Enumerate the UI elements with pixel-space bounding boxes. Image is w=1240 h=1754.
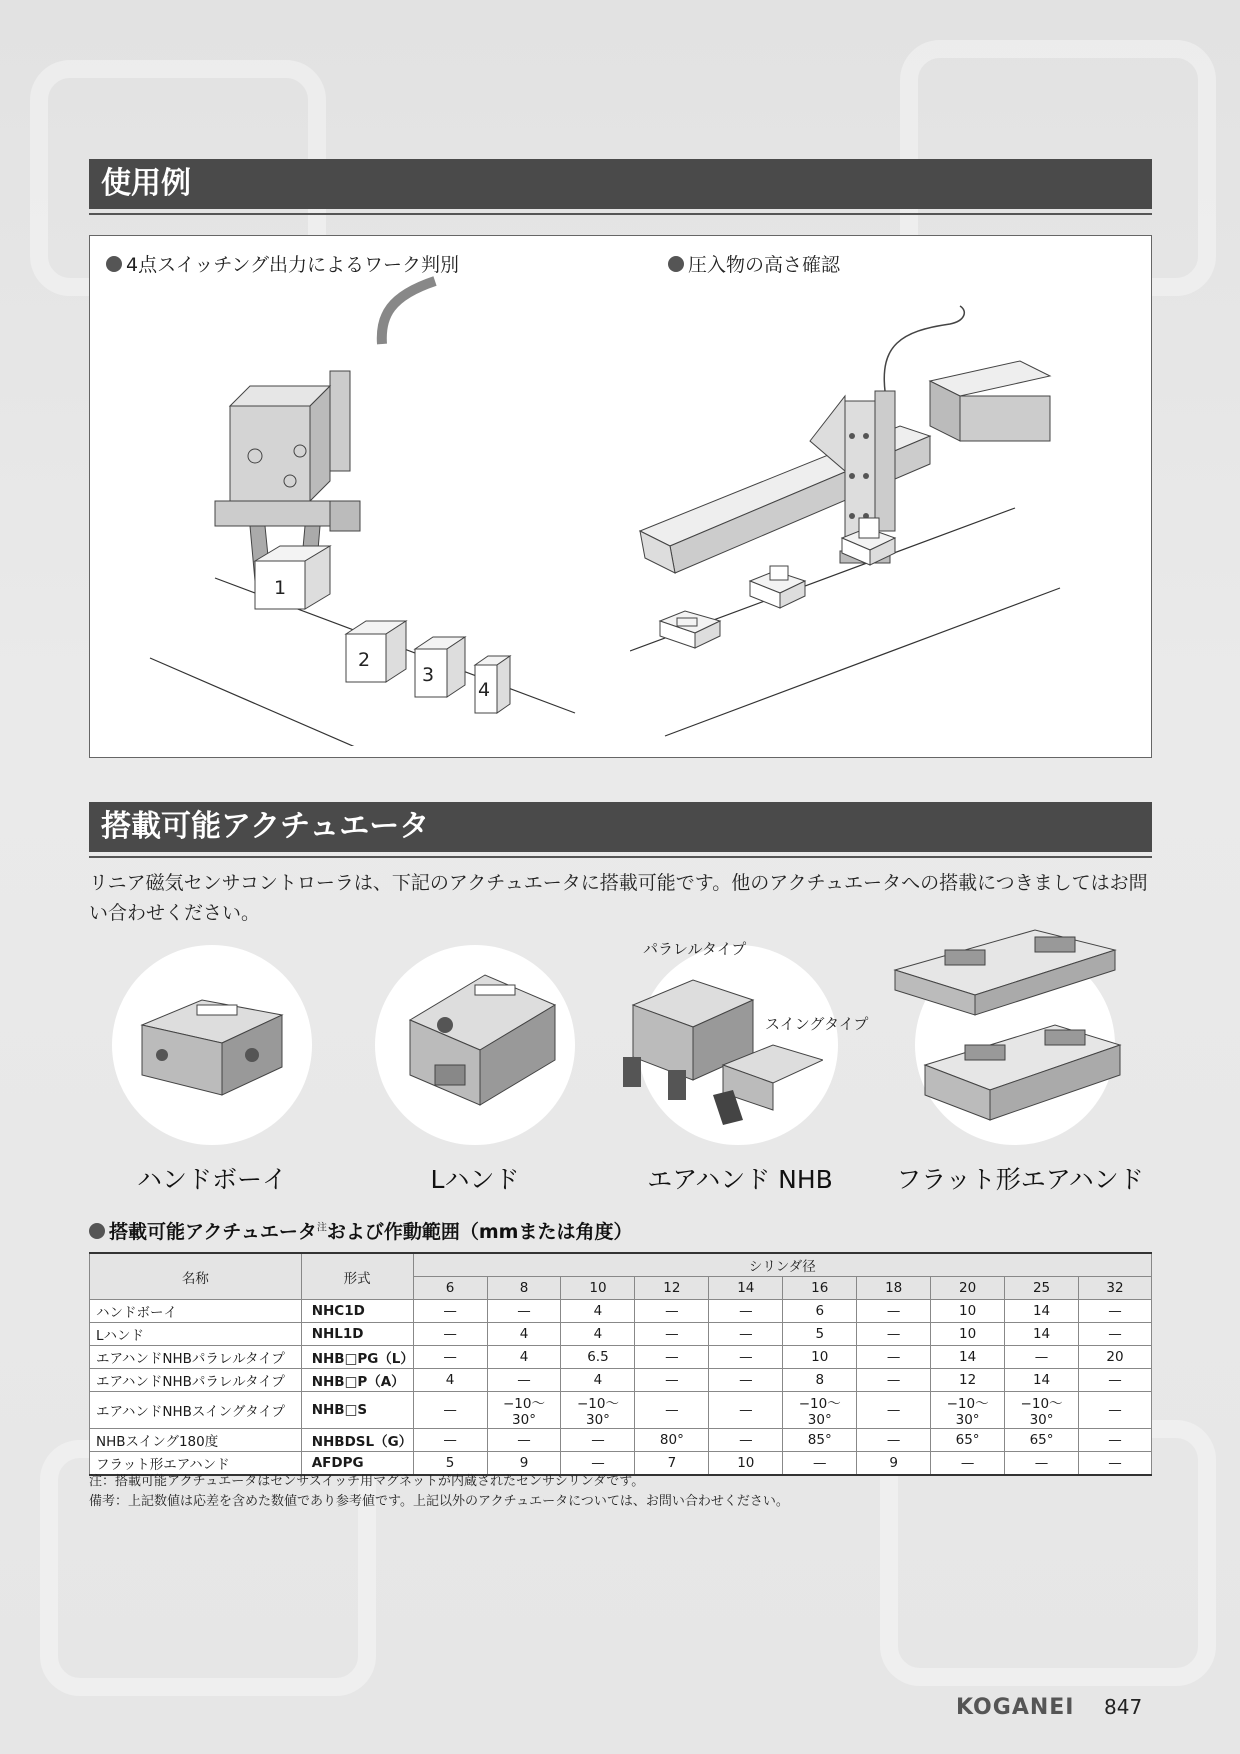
range-value-cell: — bbox=[1079, 1429, 1152, 1452]
range-value-cell: 12 bbox=[931, 1369, 1005, 1392]
range-value-cell: 4 bbox=[561, 1369, 635, 1392]
range-value-cell: 10 bbox=[931, 1300, 1005, 1323]
range-value-cell: — bbox=[561, 1429, 635, 1452]
table-body bbox=[90, 1300, 1152, 1476]
section-underline bbox=[89, 213, 1152, 215]
range-value-cell: 7 bbox=[635, 1452, 709, 1476]
range-value-cell: — bbox=[857, 1346, 931, 1369]
range-value-cell: — bbox=[413, 1346, 487, 1369]
bore-header-cell: 8 bbox=[487, 1277, 561, 1300]
range-value-cell: — bbox=[709, 1323, 783, 1346]
range-value-cell: 4 bbox=[561, 1323, 635, 1346]
callout-parallel-type: パラレルタイプ bbox=[643, 940, 747, 958]
product-image-nhb bbox=[638, 945, 838, 1145]
table-row bbox=[90, 1392, 1152, 1429]
range-value-cell: 9 bbox=[487, 1452, 561, 1476]
header-bore: シリンダ径 bbox=[413, 1253, 1151, 1277]
range-value-cell: — bbox=[857, 1300, 931, 1323]
product-name-handboy: ハンドボーイ bbox=[136, 1165, 287, 1194]
range-value-cell: 10 bbox=[783, 1346, 857, 1369]
range-value-cell: 8 bbox=[783, 1369, 857, 1392]
range-value-cell: −10〜30° bbox=[487, 1392, 561, 1429]
range-value-cell: — bbox=[635, 1392, 709, 1429]
range-value-cell: 4 bbox=[413, 1369, 487, 1392]
actuator-name-cell: ハンドボーイ bbox=[90, 1300, 302, 1323]
range-value-cell: — bbox=[783, 1452, 857, 1476]
range-value-cell: — bbox=[709, 1300, 783, 1323]
product-image-handboy bbox=[112, 945, 312, 1145]
range-value-cell: — bbox=[709, 1346, 783, 1369]
range-value-cell: −10〜30° bbox=[931, 1392, 1005, 1429]
bore-header-cell: 14 bbox=[709, 1277, 783, 1300]
model-cell: NHB□PG（L） bbox=[301, 1346, 413, 1369]
range-value-cell: — bbox=[487, 1429, 561, 1452]
bullet-icon bbox=[89, 1223, 105, 1239]
range-value-cell: — bbox=[1005, 1452, 1079, 1476]
bullet-icon bbox=[668, 256, 684, 272]
bore-header-cell: 25 bbox=[1005, 1277, 1079, 1300]
range-value-cell: 14 bbox=[931, 1346, 1005, 1369]
range-value-cell: — bbox=[413, 1300, 487, 1323]
range-value-cell: 4 bbox=[487, 1323, 561, 1346]
product-image-lhand bbox=[375, 945, 575, 1145]
actuator-name-cell: エアハンドNHBスイングタイプ bbox=[90, 1392, 302, 1429]
section-underline bbox=[89, 856, 1152, 858]
table-row bbox=[90, 1429, 1152, 1452]
bore-header-cell: 6 bbox=[413, 1277, 487, 1300]
product-name-lhand: Lハンド bbox=[430, 1165, 520, 1194]
range-value-cell: −10〜30° bbox=[783, 1392, 857, 1429]
table-row bbox=[90, 1323, 1152, 1346]
table-header-row bbox=[90, 1253, 1152, 1277]
bore-header-cell: 12 bbox=[635, 1277, 709, 1300]
range-value-cell: — bbox=[931, 1452, 1005, 1476]
range-value-cell: — bbox=[487, 1369, 561, 1392]
actuator-name-cell: エアハンドNHBパラレルタイプ bbox=[90, 1369, 302, 1392]
section-title: 使用例 bbox=[101, 166, 191, 201]
actuator-description: リニア磁気センサコントローラは、下記のアクチュエータに搭載可能です。他のアクチュエータへの搭載につきましてはお問い合わせください。 bbox=[89, 872, 1148, 924]
range-value-cell: — bbox=[635, 1323, 709, 1346]
range-value-cell: 4 bbox=[561, 1300, 635, 1323]
range-value-cell: 65° bbox=[1005, 1429, 1079, 1452]
handboy-icon bbox=[112, 945, 312, 1145]
range-value-cell: — bbox=[857, 1392, 931, 1429]
workpiece-label: 3 bbox=[422, 664, 435, 686]
example-title-right: 圧入物の高さ確認 bbox=[668, 250, 840, 277]
model-cell: NHB□S bbox=[301, 1392, 413, 1429]
table-row bbox=[90, 1369, 1152, 1392]
bore-header-cell: 10 bbox=[561, 1277, 635, 1300]
range-value-cell: 80° bbox=[635, 1429, 709, 1452]
range-value-cell: — bbox=[709, 1392, 783, 1429]
range-value-cell: — bbox=[635, 1300, 709, 1323]
section-header-actuators bbox=[89, 802, 1152, 852]
model-cell: NHL1D bbox=[301, 1323, 413, 1346]
range-value-cell: — bbox=[1079, 1369, 1152, 1392]
range-value-cell: 4 bbox=[487, 1346, 561, 1369]
table-row bbox=[90, 1346, 1152, 1369]
range-value-cell: 5 bbox=[413, 1452, 487, 1476]
note-marker: 注 bbox=[316, 1222, 327, 1234]
range-value-cell: −10〜30° bbox=[561, 1392, 635, 1429]
range-value-cell: 85° bbox=[783, 1429, 857, 1452]
bore-header-cell: 20 bbox=[931, 1277, 1005, 1300]
usage-examples-panel bbox=[89, 235, 1152, 758]
range-value-cell: — bbox=[1079, 1323, 1152, 1346]
footnote-2: 備考：上記数値は応差を含めた数値であり参考値です。上記以外のアクチュエータについては、お問い合わせください。 bbox=[89, 1494, 789, 1509]
product-image-flat-hand bbox=[915, 945, 1115, 1145]
actuator-name-cell: NHBスイング180度 bbox=[90, 1429, 302, 1452]
range-value-cell: — bbox=[1079, 1452, 1152, 1476]
section-title: 搭載可能アクチュエータ bbox=[101, 809, 430, 844]
range-value-cell: 10 bbox=[709, 1452, 783, 1476]
range-value-cell: — bbox=[709, 1369, 783, 1392]
page-number: 847 bbox=[1104, 1695, 1143, 1719]
model-cell: NHBDSL（G） bbox=[301, 1429, 413, 1452]
range-value-cell: — bbox=[635, 1346, 709, 1369]
actuator-name-cell: フラット形エアハンド bbox=[90, 1452, 302, 1476]
range-value-cell: — bbox=[635, 1369, 709, 1392]
range-value-cell: 5 bbox=[783, 1323, 857, 1346]
range-value-cell: 14 bbox=[1005, 1369, 1079, 1392]
bore-header-cell: 16 bbox=[783, 1277, 857, 1300]
table-title: 搭載可能アクチュエータ$^注$および作動範囲（mmまたは角度） bbox=[89, 1217, 632, 1244]
range-value-cell: — bbox=[857, 1323, 931, 1346]
range-value-cell: — bbox=[413, 1429, 487, 1452]
example-title-left: 4点スイッチング出力によるワーク判別 bbox=[106, 250, 459, 277]
header-model: 形式 bbox=[301, 1253, 413, 1300]
actuator-name-cell: エアハンドNHBパラレルタイプ bbox=[90, 1346, 302, 1369]
actuator-name-cell: Lハンド bbox=[90, 1323, 302, 1346]
flat-hand-icon bbox=[885, 925, 1125, 1145]
range-value-cell: 6.5 bbox=[561, 1346, 635, 1369]
model-cell: NHB□P（A） bbox=[301, 1369, 413, 1392]
range-value-cell: — bbox=[857, 1429, 931, 1452]
bullet-icon bbox=[106, 256, 122, 272]
nhb-icon bbox=[613, 945, 823, 1145]
footnote-1: 注：搭載可能アクチュエータはセンサスイッチ用マグネットが内蔵されたセンサシリンダです。 bbox=[89, 1474, 645, 1489]
workpiece-label: 1 bbox=[274, 577, 287, 599]
workpiece-label: 4 bbox=[478, 679, 491, 701]
model-cell: NHC1D bbox=[301, 1300, 413, 1323]
range-value-cell: −10〜30° bbox=[1005, 1392, 1079, 1429]
callout-swing-type: スイングタイプ bbox=[765, 1015, 869, 1033]
range-value-cell: 14 bbox=[1005, 1323, 1079, 1346]
range-value-cell: — bbox=[1005, 1346, 1079, 1369]
workpiece-label: 2 bbox=[358, 649, 371, 671]
brand-logo: KOGANEI bbox=[956, 1695, 1075, 1720]
range-value-cell: — bbox=[709, 1429, 783, 1452]
model-cell: AFDPG bbox=[301, 1452, 413, 1476]
range-value-cell: — bbox=[413, 1323, 487, 1346]
bore-header-cell: 18 bbox=[857, 1277, 931, 1300]
header-name: 名称 bbox=[90, 1253, 302, 1300]
actuator-spec-table bbox=[89, 1252, 1152, 1476]
table-row bbox=[90, 1300, 1152, 1323]
range-value-cell: 20 bbox=[1079, 1346, 1152, 1369]
range-value-cell: — bbox=[857, 1369, 931, 1392]
range-value-cell: 14 bbox=[1005, 1300, 1079, 1323]
bore-header-cell: 32 bbox=[1079, 1277, 1152, 1300]
gripper-sorting-illustration bbox=[90, 276, 610, 746]
section-header-usage bbox=[89, 159, 1152, 209]
range-value-cell: — bbox=[1079, 1300, 1152, 1323]
range-value-cell: 9 bbox=[857, 1452, 931, 1476]
range-value-cell: — bbox=[561, 1452, 635, 1476]
press-fit-height-illustration bbox=[630, 276, 1150, 746]
range-value-cell: — bbox=[487, 1300, 561, 1323]
range-value-cell: — bbox=[1079, 1392, 1152, 1429]
lhand-icon bbox=[375, 945, 575, 1145]
range-value-cell: 6 bbox=[783, 1300, 857, 1323]
range-value-cell: 10 bbox=[931, 1323, 1005, 1346]
product-name-flat-hand: フラット形エアハンド bbox=[896, 1165, 1144, 1194]
range-value-cell: — bbox=[413, 1392, 487, 1429]
range-value-cell: 65° bbox=[931, 1429, 1005, 1452]
product-name-nhb: エアハンド NHB bbox=[647, 1165, 833, 1194]
